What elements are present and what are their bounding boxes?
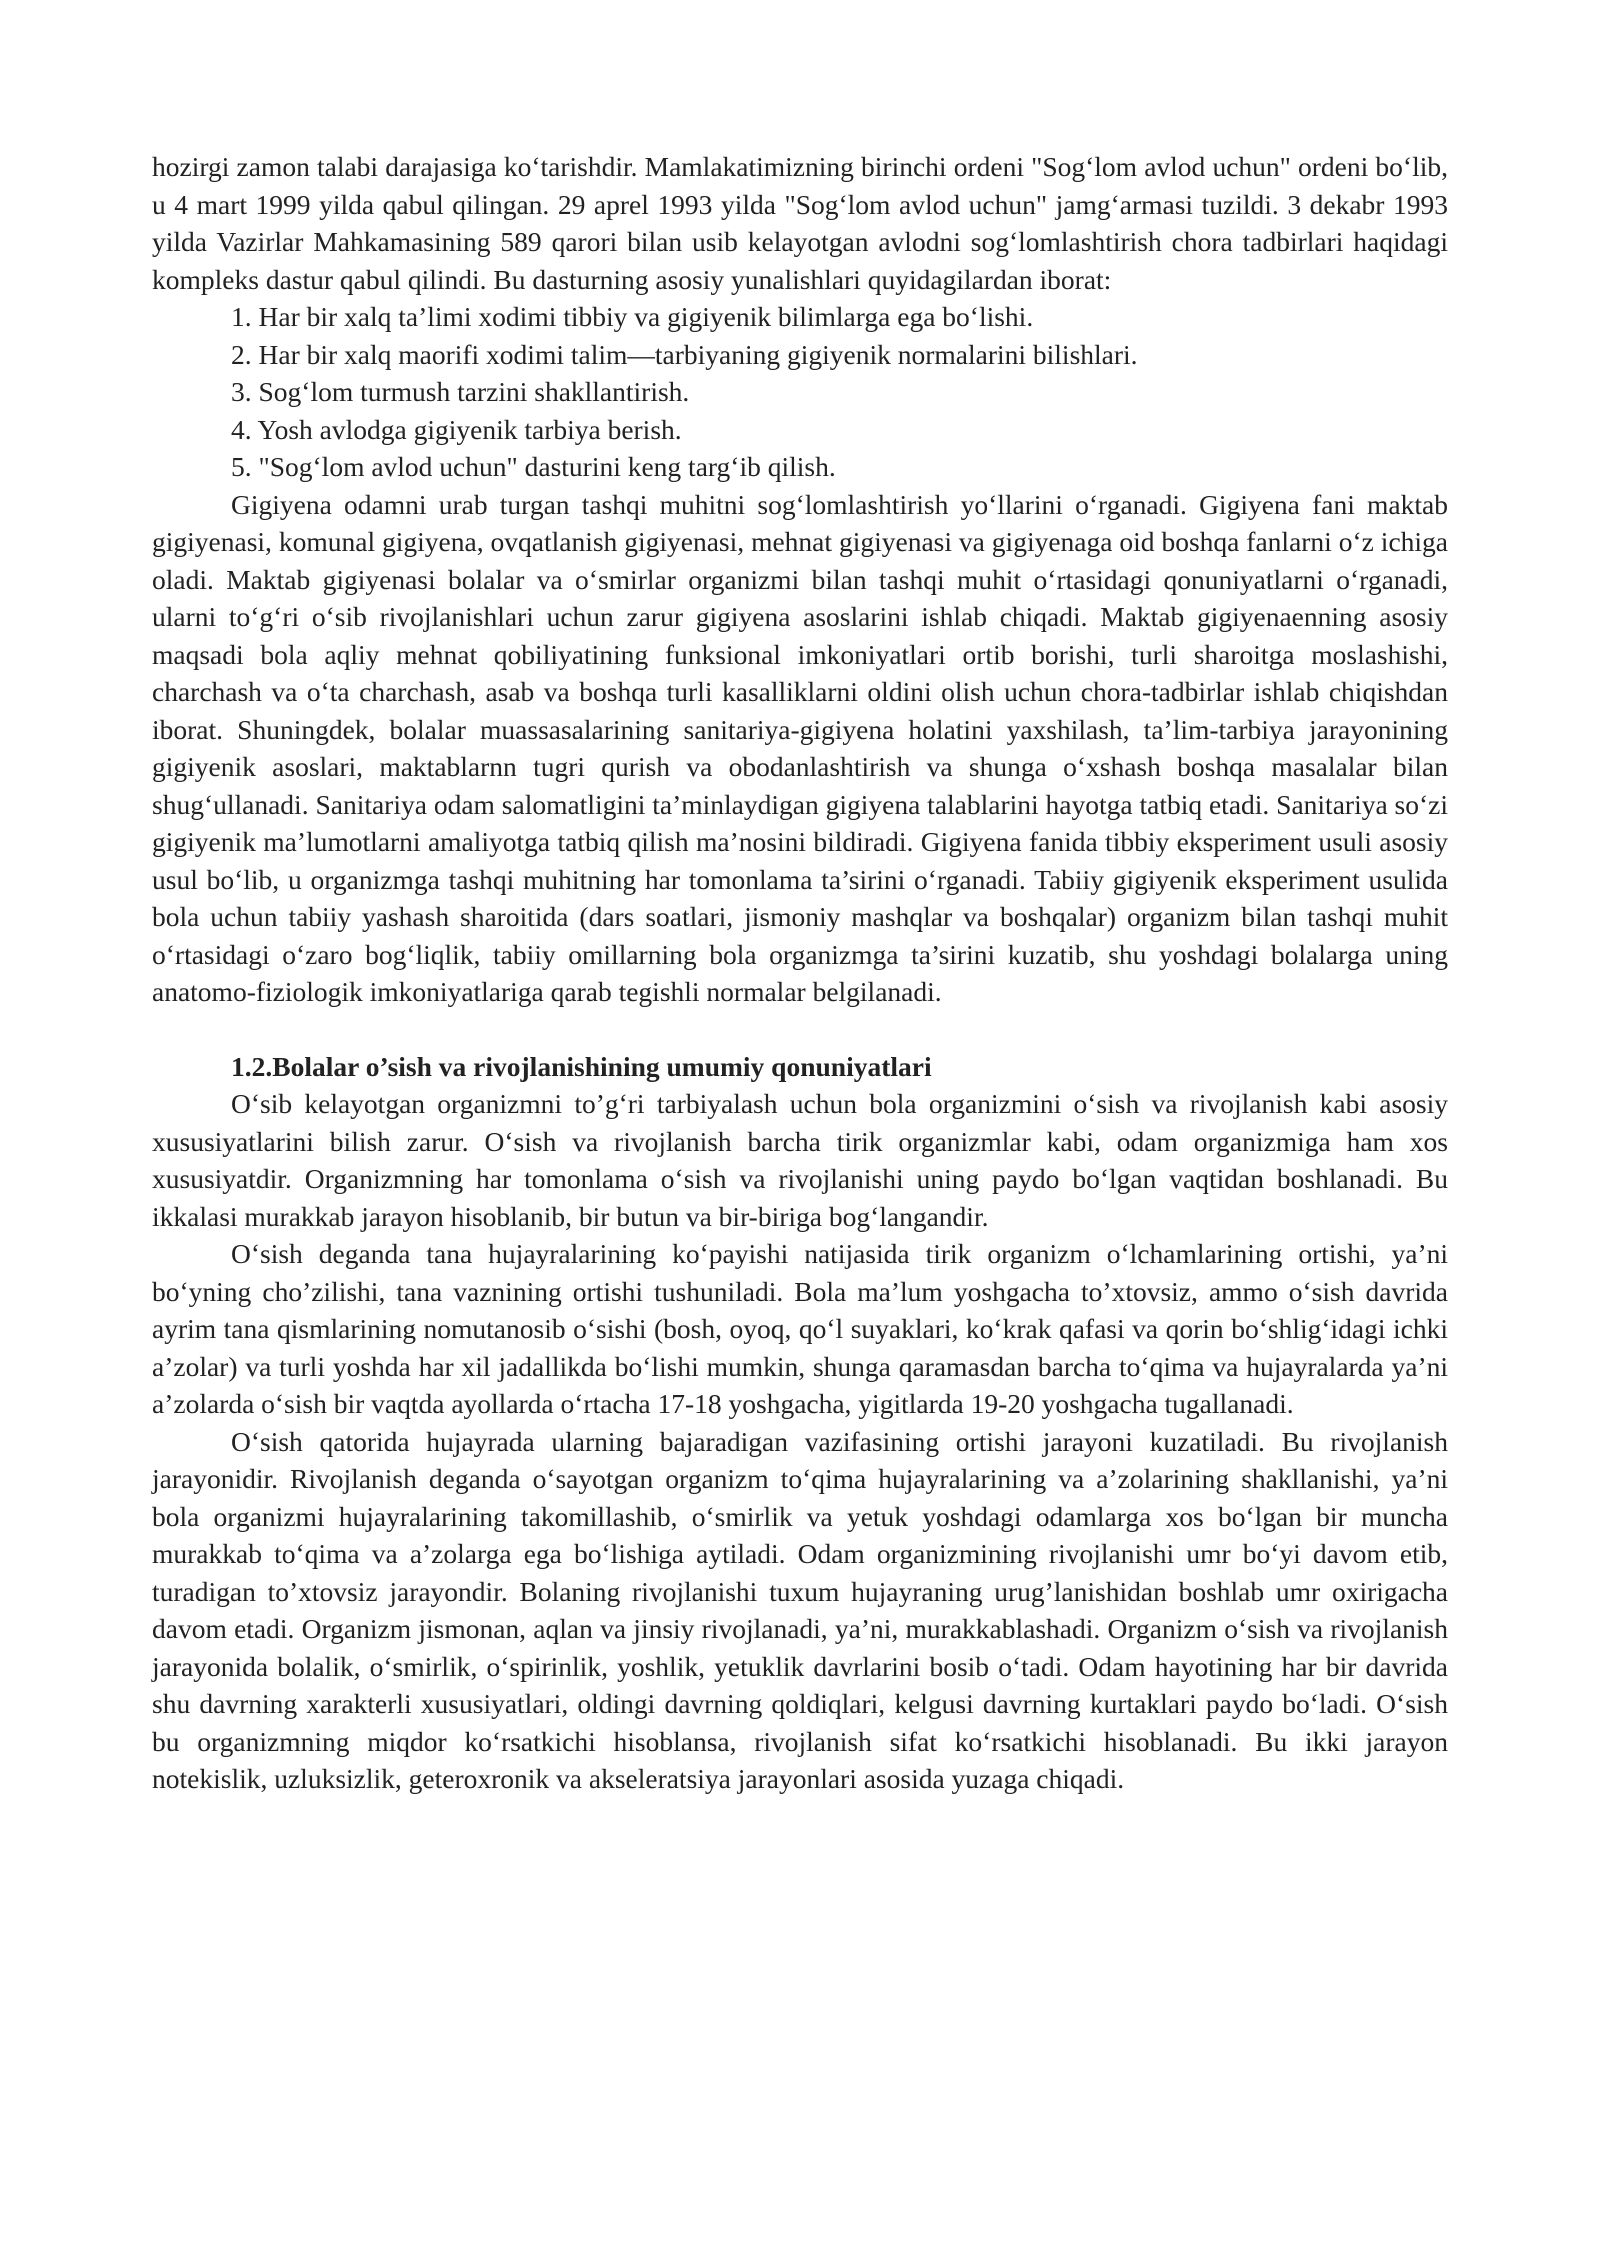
program-directions-list (152, 298, 1448, 486)
list-item (152, 373, 1448, 411)
list-item-number: 1. (231, 301, 252, 332)
list-item-text: Yosh avlodga gigiyenik tarbiya berish. (257, 413, 682, 445)
intro-paragraph: hozirgi zamon talabi darajasiga ko‘tarishdir. Mamlakatimizning birinchi ordeni "Sog‘lom avlod uchun" ordeni bo‘lib, u 4 mart 1999 yilda qabul qilingan. 29 aprel 1993 yilda "Sog‘lom avlod uchun" jamg‘armasi tuzildi. 3 dekabr 1993 yilda Vazirlar Mahkamasining 589 qarori bilan usib kelayotgan avlodni sog‘lomlashtirish chora tadbirlari haqidagi kompleks dastur qabul qilindi. Bu dasturning asosiy yunalishlari quyidagilardan iborat: (152, 151, 1448, 295)
osish-qatorida-paragraph: O‘sish qatorida hujayrada ularning bajaradigan vazifasining ortishi jarayoni kuzatiladi. Bu rivojlanish jarayonidir. Rivojlanish deganda o‘sayotgan organizm to‘qima hujayralarining va a’zolarining shakllanishi, ya’ni bola organizmi hujayralarining takomillashib, o‘smirlik va yetuk yoshdagi odamlarga xos bo‘lgan bir muncha murakkab to‘qima va a’zolarga ega bo‘lishiga aytiladi. Odam organizmining rivojlanishi umr bo‘yi davom etib, turadigan to’xtovsiz jarayondir. Bolaning rivojlanishi tuxum hujayraning urug’lanishidan boshlab umr oxirigacha davom etadi. Organizm jismonan, aqlan va jinsiy rivojlanadi, ya’ni, murakkablashadi. Organizm o‘sish va rivojlanish jarayonida bolalik, o‘smirlik, o‘spirinlik, yoshlik, yetuklik davrlarini bosib o‘tadi. Odam hayotining har bir davrida shu davrning xarakterli xususiyatlari, oldingi davrning qoldiqlari, kelgusi davrning kurtaklari paydo bo‘ladi. O‘sish bu organizmning miqdor ko‘rsatkichi hisoblansa, rivojlanish sifat ko‘rsatkichi hisoblanadi. Bu ikki jarayon notekislik, uzluksizlik, geteroxronik va akseleratsiya jarayonlari asosida yuzaga chiqadi. (152, 1425, 1448, 1794)
osish-deganda-paragraph: O‘sish deganda tana hujayralarining ko‘payishi natijasida tirik organizm o‘lchamlarining ortishi, ya’ni bo‘yning cho’zilishi, tana vaznining ortishi tushuniladi. Bola ma’lum yoshgacha to’xtovsiz, ammo o‘sish davrida ayrim tana qismlarining nomutanosib o‘sishi (bosh, oyoq, qo‘l suyaklari, ko‘krak qafasi va qorin bo‘shlig‘idagi ichki a’zolar) va turli yoshda har xil jadallikda bo‘lishi mumkin, shunga qaramasdan barcha to‘qima va hujayralarda ya’ni a’zolarda o‘sish bir vaqtda ayollarda o‘rtacha 17-18 yoshgacha, yigitlarda 19-20 yoshgacha tugallanadi. (152, 1238, 1448, 1419)
list-item-number: 4. (231, 413, 252, 445)
list-item-number: 5. (231, 451, 252, 482)
list-item-text: Sog‘lom turmush tarzini shakllantirish. (258, 376, 690, 407)
section-heading: 1.2.Bolalar o’sish va rivojlanishining umumiy qonuniyatlari (231, 1050, 932, 1082)
list-item-text: "Sog‘lom avlod uchun" dasturini keng targ‘ib qilish. (258, 451, 836, 482)
list-item (152, 448, 1448, 486)
list-item-text: Har bir xalq ta’limi xodimi tibbiy va gigiyenik bilimlarga ega bo‘lishi. (258, 301, 1034, 332)
osib-paragraph: O‘sib kelayotgan organizmni to’g‘ri tarbiyalash uchun bola organizmini o‘sish va rivojlanish kabi asosiy xususiyatlarini bilish zarur. O‘sish va rivojlanish barcha tirik organizmlar kabi, odam organizmiga ham xos xususiyatdir. Organizmning har tomonlama o‘sish va rivojlanishi uning paydo bo‘lgan vaqtidan boshlanadi. Bu ikkalasi murakkab jarayon hisoblanib, bir butun va bir-biriga bog‘langandir. (152, 1088, 1448, 1232)
document-page (152, 148, 1448, 1798)
list-item-number: 3. (231, 376, 252, 407)
list-item-number: 2. (231, 338, 252, 370)
list-item (152, 298, 1448, 336)
list-item (152, 336, 1448, 374)
gigiyena-paragraph: Gigiyena odamni urab turgan tashqi muhitni sog‘lomlashtirish yo‘llarini o‘rganadi. Gigiyena fani maktab gigiyenasi, komunal gigiyena, ovqatlanish gigiyenasi, mehnat gigiyenasi va gigiyenaga oid boshqa fanlarni o‘z ichiga oladi. Maktab gigiyenasi bolalar va o‘smirlar organizmi bilan tashqi muhit o‘rtasidagi qonuniyatlarni o‘rganadi, ularni to‘g‘ri o‘sib rivojlanishlari uchun zarur gigiyena asoslarini ishlab chiqadi. Maktab gigiyenaenning asosiy maqsadi bola aqliy mehnat qobiliyatining funksional imkoniyatlari ortib borishi, turli sharoitga moslashishi, charchash va o‘ta charchash, asab va boshqa turli kasalliklarni oldini olish uchun chora-tadbirlar ishlab chiqishdan iborat. Shuningdek, bolalar muassasalarining sanitariya-gigiyena holatini yaxshilash, ta’lim-tarbiya jarayonining gigiyenik asoslari, maktablarnn tugri qurish va obodanlashtirish va shunga o‘xshash boshqa masalalar bilan shug‘ullanadi. Sanitariya odam salomatligini ta’minlaydigan gigiyena talablarini hayotga tatbiq etadi. Sanitariya so‘zi gigiyenik ma’lumotlarni amaliyotga tatbiq qilish ma’nosini bildiradi. Gigiyena fanida tibbiy eksperiment usuli asosiy usul bo‘lib, u organizmga tashqi muhitning har tomonlama ta’sirini o‘rganadi. Tabiiy gigiyenik eksperiment usulida bola uchun tabiiy yashash sharoitida (dars soatlari, jismoniy mashqlar va boshqalar) organizm bilan tashqi muhit o‘rtasidagi o‘zaro bog‘liqlik, tabiiy omillarning bola organizmga ta’sirini kuzatib, shu yoshdagi bolalarga uning anatomo-fiziologik imkoniyatlariga qarab tegishli normalar belgilanadi. (152, 488, 1448, 1007)
list-item-text: Har bir xalq maorifi xodimi talim—tarbiyaning gigiyenik normalarini bilishlari. (258, 338, 1138, 370)
list-item (152, 411, 1448, 449)
